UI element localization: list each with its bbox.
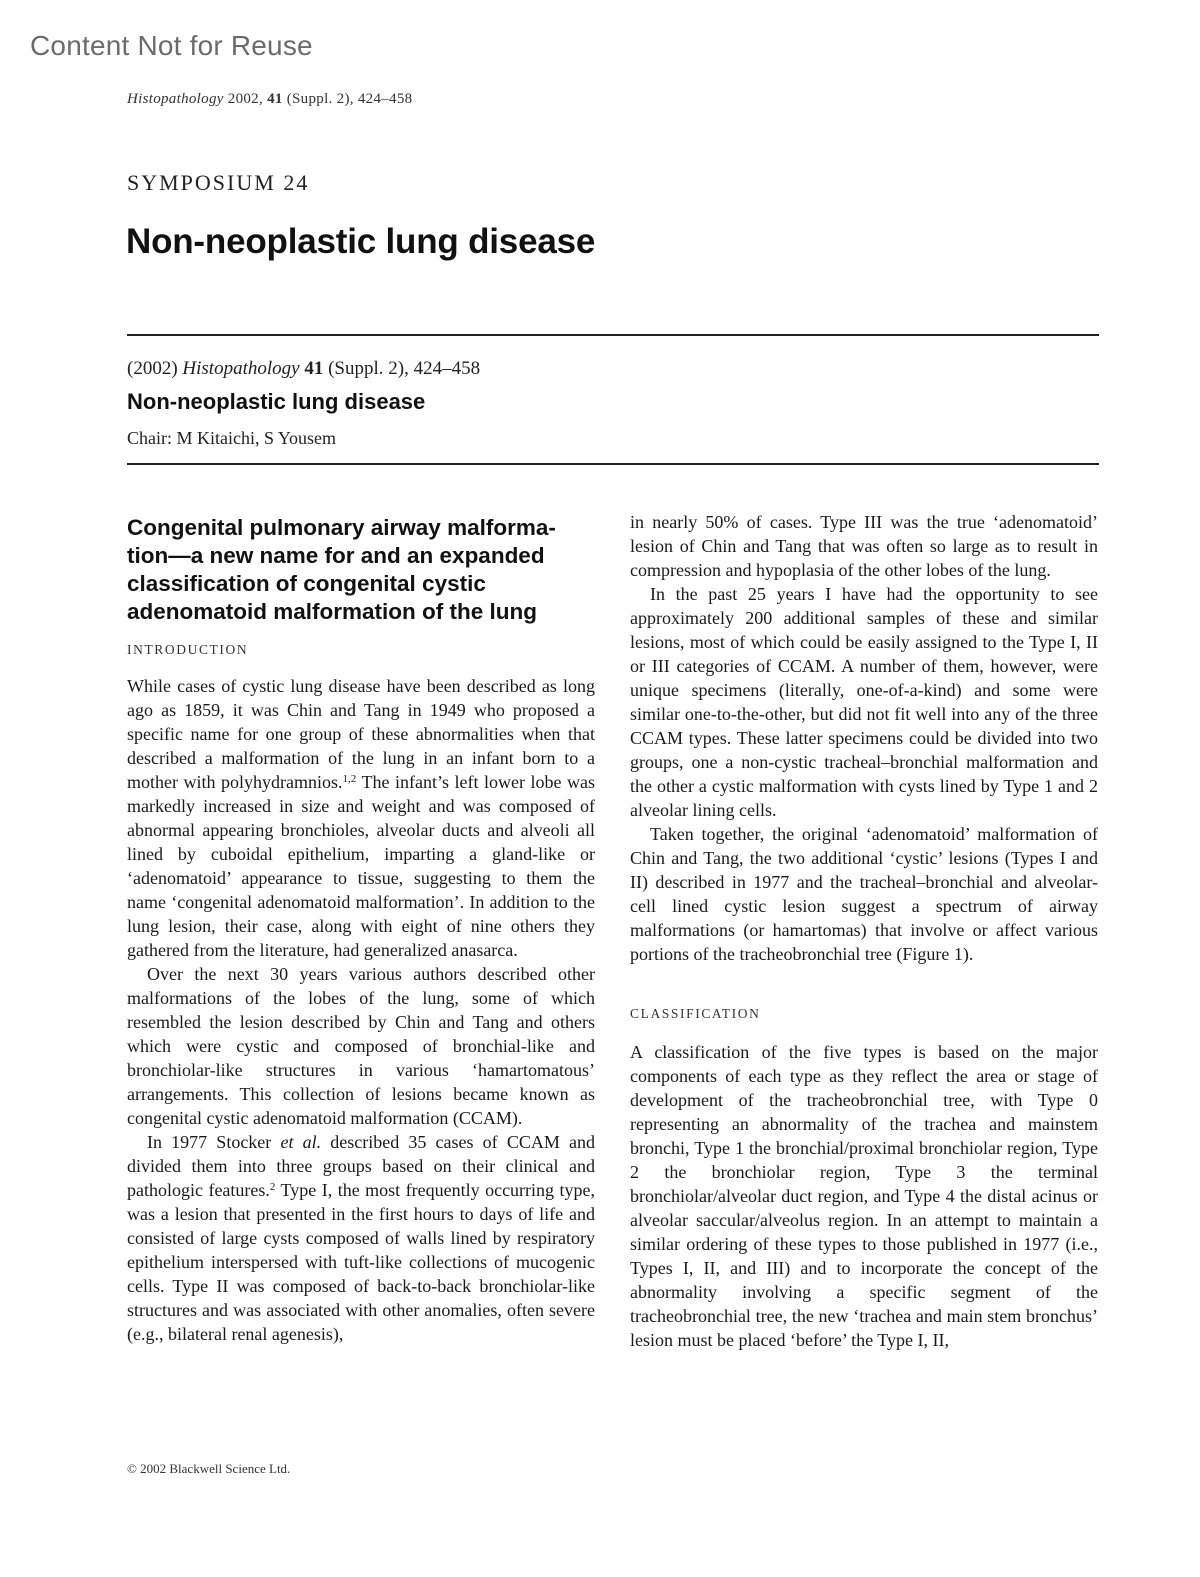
- paragraph-1-text-a: While cases of cystic lung disease have been described as long ago as 1859, it was Chin and Tang in 1949 who proposed a specific name for one group of these abnormalities when that described a malformation of the lung in an infant born to a mother with polyhydramnios.: [127, 676, 595, 792]
- reference-superscript: 1,2: [342, 773, 357, 785]
- reference-superscript: 2: [269, 1181, 276, 1193]
- chair-line: Chair: M Kitaichi, S Yousem: [127, 428, 337, 448]
- running-head: [127, 91, 412, 108]
- paragraph-3: [127, 1130, 595, 1346]
- article-title: Congenital pulmonary airway malforma-tion—a new name for and an expanded classification of congenital cystic adenomatoid malformation of the lung: [127, 515, 556, 624]
- paragraph-7: A classification of the five types is based on the major components of each type as they reflect the area or stage of development of the tracheobronchial tree, with Type 0 representing an abnormality of the trachea and mainstem bronchi, Type 1 the bronchial/proximal bronchiolar region, Type 2 the bronchiolar region, Type 3 the terminal bronchiolar/alveolar duct region, and Type 4 the distal acinus or alveolar saccular/alveolus region. In an attempt to maintain a similar ordering of these types to those published in 1977 (i.e., Types I, II, and III) and to incorporate the concept of the abnormality involving a specific segment of the tracheobronchial tree, the new ‘trachea and main stem bronchus’ lesion must be placed ‘before’ the Type I, II,: [630, 1042, 1098, 1350]
- paragraph-4: in nearly 50% of cases. Type III was the true ‘adenomatoid’ lesion of Chin and Tang that was often so large as to result in compression and hypoplasia of the other lobes of the lung.: [630, 512, 1098, 580]
- running-head-volume: 41: [267, 91, 283, 107]
- divider-bottom: [127, 463, 1099, 465]
- session-title: Non-neoplastic lung disease: [127, 389, 426, 414]
- copyright-footer: © 2002 Blackwell Science Ltd.: [127, 1461, 291, 1476]
- left-column: [127, 510, 595, 1346]
- paragraph-3-text-b: described 35 cases of CCAM and divided them into three groups based on their clinical and pathologic features.: [127, 1132, 595, 1200]
- citation-journal: Histopathology: [182, 358, 300, 379]
- divider-top: [127, 334, 1099, 336]
- paragraph-3-text-c: Type I, the most frequently occurring type, was a lesion that presented in the first hours to days of life and consisted of large cysts composed of walls lined by respiratory epithelium interspersed with tuft-like collections of mucogenic cells. Type II was composed of back-to-back bronchiolar-like structures and was associated with other anomalies, often severe (e.g., bilateral renal agenesis),: [127, 1180, 595, 1344]
- citation-volume: 41: [304, 358, 324, 379]
- paragraph-6: Taken together, the original ‘adenomatoid’ malformation of Chin and Tang, the two additional ‘cystic’ lesions (Types I and II) described in 1977 and the tracheal–bronchial and alveolar-cell lined cystic lesion suggest a spectrum of airway malformations (or hamartomas) that involve or affect various portions of the tracheobronchial tree (Figure 1).: [630, 824, 1098, 964]
- running-head-pages: (Suppl. 2), 424–458: [286, 91, 413, 107]
- page-title: Non-neoplastic lung disease: [126, 222, 596, 261]
- paragraph-3-text-a: In 1977 Stocker: [147, 1132, 281, 1152]
- running-head-year: 2002,: [227, 91, 264, 107]
- watermark: Content Not for Reuse: [30, 30, 313, 61]
- paragraph-2: Over the next 30 years various authors described other malformations of the lobes of the lung, some of which resembled the lesion described by Chin and Tang and others which were cystic and composed of bronchial-like and bronchiolar-like structures in various ‘hamartomatous’ arrangements. This collection of lesions became known as congenital cystic adenomatoid malformation (CCAM).: [127, 964, 595, 1128]
- paragraph-3-etal: et al.: [280, 1132, 322, 1152]
- paragraph-1: [127, 674, 595, 962]
- right-column: [630, 510, 1098, 1352]
- citation-pages: (Suppl. 2), 424–458: [328, 358, 481, 379]
- section-heading-introduction: INTRODUCTION: [127, 642, 249, 657]
- citation-year: (2002): [127, 358, 178, 379]
- section-heading-classification: CLASSIFICATION: [630, 1006, 761, 1021]
- paragraph-5: In the past 25 years I have had the opportunity to see approximately 200 additional samples of these and similar lesions, most of which could be easily assigned to the Type I, II or III categories of CCAM. A number of them, however, were unique specimens (literally, one-of-a-kind) and some were similar one-to-the-other, but did not fit well into any of the three CCAM types. These latter specimens could be divided into two groups, one a non-cystic tracheal–bronchial malformation and the other a cystic malformation with cysts lined by Type 1 and 2 alveolar lining cells.: [630, 584, 1098, 820]
- running-head-journal: Histopathology: [127, 91, 224, 107]
- citation: [127, 358, 480, 380]
- symposium-label: SYMPOSIUM 24: [127, 170, 310, 195]
- paragraph-1-text-b: The infant’s left lower lobe was markedly increased in size and weight and was composed of abnormal appearing bronchioles, alveolar ducts and alveoli all lined by cuboidal epithelium, imparting a gland-like or ‘adenomatoid’ appearance to tissue, suggesting to them the name ‘congenital adenomatoid malformation’. In addition to the lung lesion, their case, along with eight of nine others they gathered from the literature, had generalized anasarca.: [127, 772, 596, 960]
